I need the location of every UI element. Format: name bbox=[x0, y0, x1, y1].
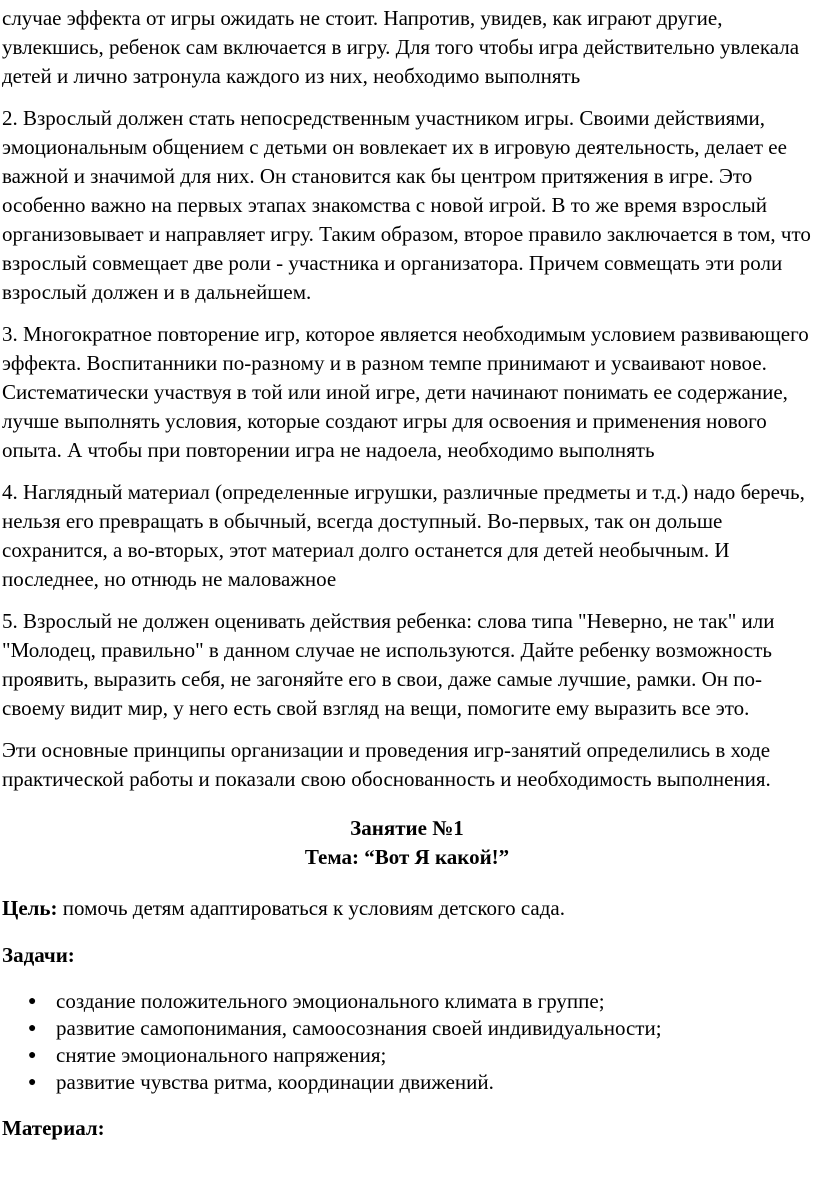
list-item bbox=[26, 988, 812, 1015]
goal-section bbox=[2, 894, 812, 923]
paragraph-intro: случае эффекта от игры ожидать не стоит. Напротив, увидев, как играют другие, увлекшись, ребенок сам включается в игру. Для того чтобы игра действительно увлекала детей и лично затронула каждого из них, необходимо выполнять bbox=[2, 6, 800, 88]
lesson-topic: Тема: “Вот Я какой!” bbox=[304, 845, 510, 869]
goal-text: помочь детям адаптироваться к условиям детского сада. bbox=[57, 896, 565, 920]
list-item-text: снятие эмоционального напряжения; bbox=[56, 1043, 387, 1067]
tasks-list bbox=[2, 988, 812, 1096]
list-item bbox=[26, 1015, 812, 1042]
bullet-icon: ● bbox=[28, 994, 37, 1009]
paragraph-rule-5: 5. Взрослый не должен оценивать действия ребенка: слова типа "Неверно, не так" или "Молодец, правильно" в данном случае не используются. Дайте ребенку возможность проявить, выразить себя, не загоняйте его в свои, даже самые лучшие, рамки. Он по-своему видит мир, у него есть свой взгляд на вещи, помогите ему выразить все это. bbox=[2, 609, 775, 720]
list-item-text: развитие чувства ритма, координации движений. bbox=[56, 1070, 494, 1094]
tasks-label: Задачи: bbox=[2, 943, 75, 967]
paragraph-rule-2: 2. Взрослый должен стать непосредственным участником игры. Своими действиями, эмоциональным общением с детьми он вовлекает их в игровую деятельность, делает ее важной и значимой для них. Он становится как бы центром притяжения в игре. Это особенно важно на первых этапах знакомства с новой игрой. В то же время взрослый организовывает и направляет игру. Таким образом, второе правило заключается в том, что взрослый совмещает две роли - участника и организатора. Причем совмещать эти роли взрослый должен и в дальнейшем. bbox=[2, 106, 811, 304]
material-heading bbox=[2, 1114, 812, 1143]
bullet-icon: ● bbox=[28, 1021, 37, 1036]
bullet-icon: ● bbox=[28, 1048, 37, 1063]
lesson-heading bbox=[2, 814, 812, 872]
lesson-title: Занятие №1 bbox=[350, 816, 464, 840]
goal-label: Цель: bbox=[2, 896, 58, 920]
list-item-text: создание положительного эмоционального климата в группе; bbox=[56, 989, 605, 1013]
list-item bbox=[26, 1069, 812, 1096]
bullet-icon: ● bbox=[28, 1075, 37, 1090]
paragraph-rule-4: 4. Наглядный материал (определенные игрушки, различные предметы и т.д.) надо беречь, нельзя его превращать в обычный, всегда доступный. Во-первых, так он дольше сохранится, а во-вторых, этот материал долго останется для детей необычным. И последнее, но отнюдь не маловажное bbox=[2, 480, 805, 591]
paragraph-conclusion: Эти основные принципы организации и проведения игр-занятий определились в ходе практической работы и показали свою обоснованность и необходимость выполнения. bbox=[2, 738, 771, 791]
list-item-text: развитие самопонимания, самоосознания своей индивидуальности; bbox=[56, 1016, 662, 1040]
paragraph-rule-3: 3. Многократное повторение игр, которое является необходимым условием развивающего эффекта. Воспитанники по-разному и в разном темпе принимают и усваивают новое. Систематически участвуя в той или иной игре, дети начинают понимать ее содержание, лучше выполнять условия, которые создают игры для освоения и применения нового опыта. А чтобы при повторении игра не надоела, необходимо выполнять bbox=[2, 322, 809, 462]
tasks-heading bbox=[2, 941, 812, 970]
list-item bbox=[26, 1042, 812, 1069]
material-label: Материал: bbox=[2, 1116, 105, 1140]
